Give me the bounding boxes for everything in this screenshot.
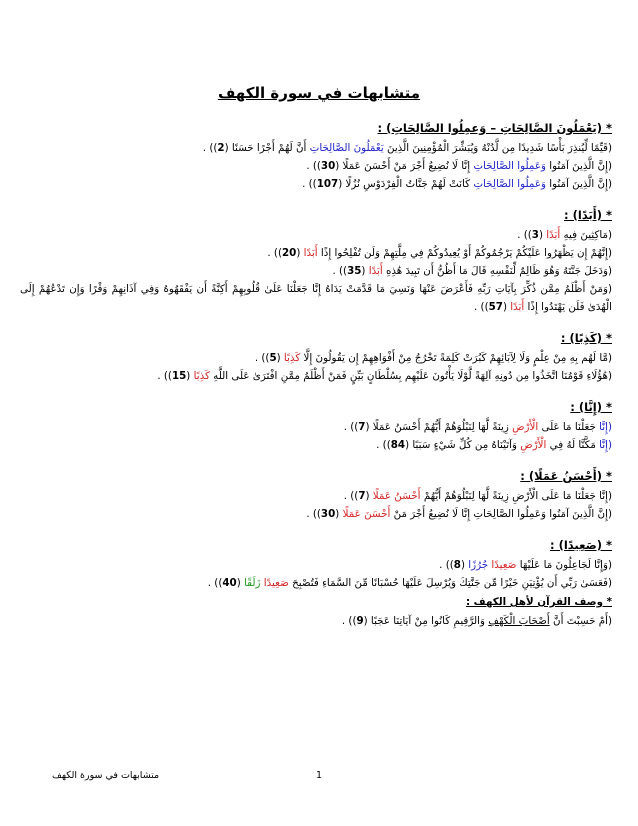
section-heading-text: * (صَعِيدًا) : xyxy=(549,538,612,552)
verse-text: ( xyxy=(460,559,469,571)
verse-line xyxy=(20,556,612,574)
verse-number: 5 xyxy=(269,352,277,364)
verse-text: )) . xyxy=(343,421,359,433)
verse-line xyxy=(20,349,612,367)
highlighted-word: أَبَدًا xyxy=(368,265,383,277)
verse-text: (هَٰؤُلَاءِ قَوْمُنَا اتَّخَذُوا مِن دُونِهِ آلِهَةً لَّوْلَا يَأْتُونَ عَلَيْهِم بِسُلْطَانٍ بَيِّنٍ فَمَنْ أَظْلَمُ مِمَّنِ افْتَرَىٰ عَلَى اللَّهِ xyxy=(209,370,612,382)
verse-text: مَكَّنَّا لَهُ فِي xyxy=(546,439,600,451)
verse-text: (أَمْ حَسِبْتَ أَنَّ xyxy=(549,615,612,627)
verse-line xyxy=(20,505,612,523)
verse-text: أَنَّ لَهُمْ أَجْرًا حَسَنًا ( xyxy=(224,142,310,154)
verse-text: )) . xyxy=(306,160,321,172)
verse-line xyxy=(20,436,612,454)
verse-text: (وَدَخَلَ جَنَّتَهُ وَهُوَ ظَالِمٌ لِّنَفْسِهِ قَالَ مَا أَظُنُّ أَن تَبِيدَ هَٰذِهِ xyxy=(382,265,612,277)
verse-text: (فَعَسَىٰ رَبِّي أَن يُؤْتِيَنِ خَيْرًا مِّن جَنَّتِكَ وَيُرْسِلَ عَلَيْهَا حُسْبَانًا مِّنَ السَّمَاءِ فَتُصْبِحَ xyxy=(288,577,612,589)
highlighted-word: وَعَمِلُوا الصَّالِحَاتِ xyxy=(473,160,546,172)
document-body xyxy=(20,120,612,630)
section-heading-text: * (يَعْمَلُونَ الصَّالِحَاتِ – وَعمِلُوا الصَّالِحَاتِ) : xyxy=(377,121,612,135)
verse-text: )) . xyxy=(474,301,489,313)
highlighted-word: وَعَمِلُوا الصَّالِحَاتِ xyxy=(473,178,546,190)
verse-text: وَالرَّقِيمِ كَانُوا مِنْ آيَاتِنَا عَجَبًا ( xyxy=(363,615,489,627)
verse-text: )) . xyxy=(332,265,348,277)
verse-text: (قَيِّمًا لِّيُنذِرَ بَأْسًا شَدِيدًا مِن لَّدُنْهُ وَيُبَشِّرَ الْمُؤْمِنِينَ الَّذِينَ xyxy=(383,142,612,154)
verse-text: )) . xyxy=(207,577,223,589)
verse-text: )) . xyxy=(267,247,282,259)
page-title: متشابهات في سورة الكهف xyxy=(217,84,421,102)
section-heading-text: * (أَحْسَنُ عَمَلًا) : xyxy=(520,469,612,483)
verse-number: 40 xyxy=(222,577,237,589)
verse-text: (إِنَّ الَّذِينَ آمَنُوا xyxy=(545,178,612,190)
verse-line xyxy=(20,262,612,280)
highlighted-word: زَلَقًا xyxy=(243,577,261,589)
section-heading xyxy=(20,330,612,346)
verse-number: 30 xyxy=(320,160,336,172)
verse-number: 107 xyxy=(316,178,339,190)
verse-text: )) . xyxy=(302,178,317,190)
verse-text: وَآتَيْنَاهُ مِن كُلِّ شَيْءٍ سَبَبًا ( xyxy=(405,439,521,451)
highlighted-word: كَذِبًا xyxy=(193,370,210,382)
verse-text: كَانَتْ لَهُمْ جَنَّاتُ الْفِرْدَوْسِ نُزُلًا ( xyxy=(338,178,474,190)
highlighted-word: صَعِيدًا xyxy=(491,559,517,571)
verse-text: )) . xyxy=(343,490,359,502)
verse-line xyxy=(20,574,612,592)
verse-number: 3 xyxy=(531,229,539,241)
verse-text: )) . xyxy=(341,615,357,627)
verse-text: ( xyxy=(361,265,369,277)
highlighted-word: أَحْسَنُ عَمَلًا xyxy=(372,490,421,502)
section-heading xyxy=(20,537,612,553)
verse-line xyxy=(20,612,612,630)
page-footer xyxy=(0,770,638,786)
highlighted-word: أَحْسَنَ عَمَلًا xyxy=(342,508,391,520)
section-heading xyxy=(20,120,612,136)
verse-text: جَعَلْنَا مَا عَلَى xyxy=(538,421,600,433)
verse-text: زِينَةً لَّهَا لِنَبْلُوَهُمْ أَيُّهُمْ أَحْسَنُ عَمَلًا ( xyxy=(365,421,513,433)
verse-text: (مَّا لَهُم بِهِ مِنْ عِلْمٍ وَلَا لِآبَائِهِمْ كَبُرَتْ كَلِمَةً تَخْرُجُ مِنْ أَفْوَاهِهِمْ إِن يَقُولُونَ إِلَّا xyxy=(300,352,612,364)
highlighted-word: الْأَرْضِ xyxy=(520,439,547,451)
verse-line xyxy=(20,157,612,175)
sub-heading: * وصف القرآن لأهل الكهف : xyxy=(465,596,612,608)
verse-text: (إِنَّا جَعَلْنَا مَا عَلَى الْأَرْضِ زِينَةً لَّهَا لِنَبْلُوَهُمْ أَيُّهُمْ xyxy=(420,490,612,502)
verse-text: ( xyxy=(236,577,244,589)
verse-text: (وَإِنَّا لَجَاعِلُونَ مَا عَلَيْهَا xyxy=(516,559,612,571)
verse-number: 9 xyxy=(356,615,364,627)
highlighted-word: أَبَدًا xyxy=(510,301,525,313)
highlighted-word: جُرُزًا xyxy=(468,559,489,571)
verse-number: 7 xyxy=(358,421,366,433)
verse-line xyxy=(20,244,612,262)
verse-line xyxy=(20,175,612,193)
verse-text: )) . xyxy=(254,352,270,364)
verse-text: ( xyxy=(502,301,511,313)
verse-text: ( xyxy=(186,370,194,382)
verse-line xyxy=(20,367,612,385)
verse-text: ( xyxy=(276,352,284,364)
highlighted-word: أَبَدًا xyxy=(303,247,318,259)
verse-text: )) . xyxy=(517,229,532,241)
verse-text: )) . xyxy=(439,559,454,571)
verse-text: (مَاكِثِينَ فِيهِ xyxy=(560,229,612,241)
verse-text: ( xyxy=(335,508,343,520)
highlighted-word: كَذِبًا xyxy=(283,352,301,364)
verse-text: )) . xyxy=(202,142,218,154)
section-heading-text: * (كَذِبًا) : xyxy=(560,331,612,345)
verse-text: ( xyxy=(296,247,304,259)
section-heading-text: * (أَبَدًا) : xyxy=(564,208,612,222)
highlighted-word: صَعِيدًا xyxy=(263,577,289,589)
verse-number: 2 xyxy=(217,142,225,154)
verse-text: إِنَّا لَا نُضِيعُ أَجْرَ مَنْ أَحْسَنَ عَمَلًا ( xyxy=(335,160,474,172)
section-heading xyxy=(20,468,612,484)
verse-text: )) . xyxy=(157,370,172,382)
verse-text: (إِنَّ الَّذِينَ آمَنُوا وَعَمِلُوا الصَّالِحَاتِ إِنَّا لَا نُضِيعُ أَجْرَ مَنْ xyxy=(390,508,612,520)
page-number: 1 xyxy=(316,770,323,781)
highlighted-word: الْأَرْضِ xyxy=(512,421,539,433)
highlighted-word: (إِنَّا xyxy=(599,421,612,433)
verse-text: ( xyxy=(365,490,373,502)
verse-line xyxy=(20,139,612,157)
highlighted-word: (إِنَّا xyxy=(599,439,612,451)
section-heading xyxy=(20,207,612,223)
verse-text: )) . xyxy=(306,508,321,520)
verse-text: ( xyxy=(538,229,547,241)
verse-number: 15 xyxy=(171,370,187,382)
verse-text: (وَمَنْ أَظْلَمُ مِمَّن ذُكِّرَ بِآيَاتِ رَبِّهِ فَأَعْرَضَ عَنْهَا وَنَسِيَ مَا قَدَّمَتْ يَدَاهُ إِنَّا جَعَلْنَا عَلَىٰ قُلُوبِهِمْ أَكِنَّةً أَن يَفْقَهُوهُ وَفِي آذَانِهِمْ وَقْرًا وَإِن تَدْعُهُمْ إِلَى الْهُدَىٰ فَلَن يَهْتَدُوا إِذًا xyxy=(20,283,612,313)
highlighted-word: يَعْمَلُونَ الصَّالِحَاتِ xyxy=(309,142,384,154)
verse-line xyxy=(20,226,612,244)
section-heading xyxy=(20,399,612,415)
verse-number: 30 xyxy=(320,508,336,520)
verse-line xyxy=(20,280,612,316)
section-heading-text: * (إِنَّا) : xyxy=(570,400,612,414)
highlighted-word: أَصْحَابَ الْكَهْفِ xyxy=(488,615,550,627)
highlighted-word: أَبَدًا xyxy=(546,229,561,241)
footer-title: متشابهات في سورة الكهف xyxy=(52,770,160,781)
verse-text: (إِنَّ الَّذِينَ آمَنُوا xyxy=(545,160,612,172)
verse-text: )) . xyxy=(376,439,391,451)
verse-text: (إِنَّهُمْ إِن يَظْهَرُوا عَلَيْكُمْ يَرْجُمُوكُمْ أَوْ يُعِيدُوكُمْ فِي مِلَّتِهِمْ وَلَن تُفْلِحُوا إِذًا xyxy=(317,247,612,259)
verse-number: 57 xyxy=(488,301,503,313)
verse-number: 84 xyxy=(390,439,406,451)
verse-line xyxy=(20,487,612,505)
verse-number: 7 xyxy=(358,490,366,502)
verse-number: 35 xyxy=(347,265,362,277)
verse-number: 20 xyxy=(281,247,297,259)
verse-number: 8 xyxy=(453,559,461,571)
verse-line xyxy=(20,418,612,436)
